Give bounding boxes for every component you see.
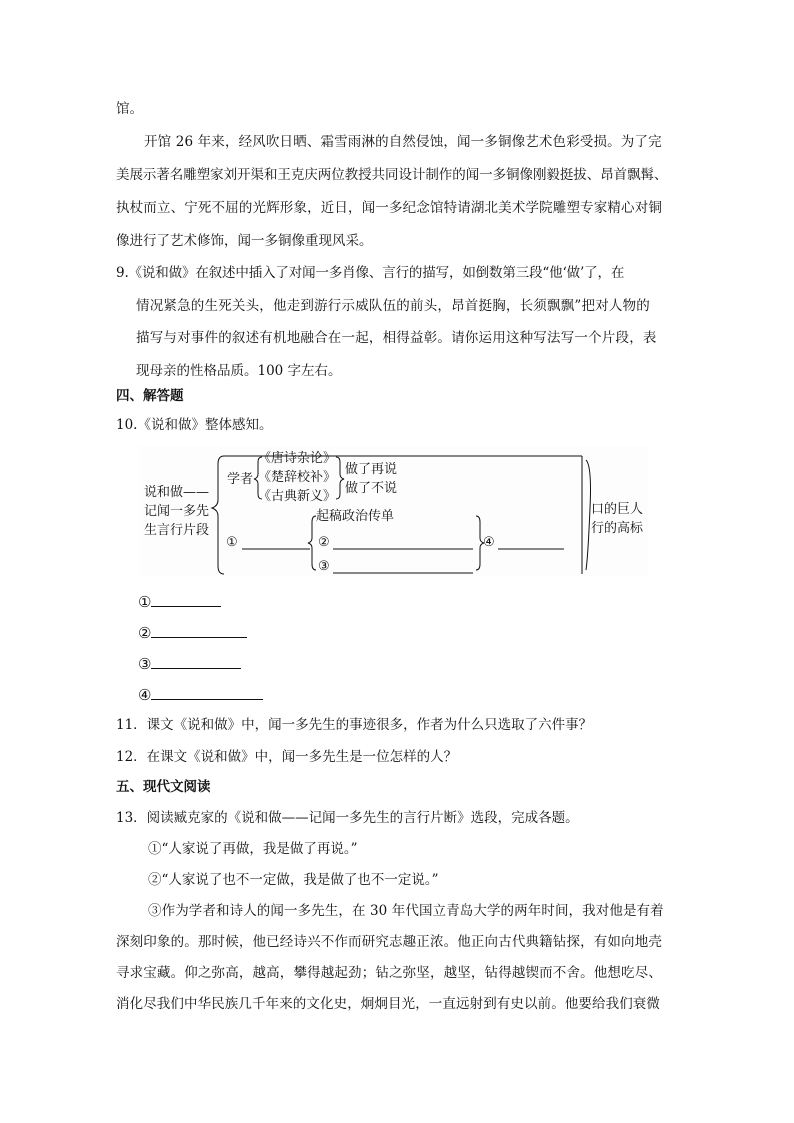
book-1: 《唐诗杂论》 bbox=[258, 451, 337, 466]
answer-2-marker: ② bbox=[138, 624, 152, 642]
passage-line-2: 开馆 26 年来，经风吹日晒、霜雪雨淋的自然侵蚀，闻一多铜像艺术色彩受损。为了完 bbox=[144, 134, 662, 150]
blank-3-marker: ③ bbox=[318, 559, 330, 574]
answer-4-blank[interactable] bbox=[151, 687, 263, 700]
q13-para3-line-4: 消化尽我们中华民族几千年来的文化史，炯炯目光，一直远射到有史以前。他要给我们衰微 bbox=[116, 996, 660, 1012]
answer-2-blank[interactable] bbox=[151, 625, 247, 638]
book-3: 《古典新义》 bbox=[258, 489, 337, 504]
q9-line-1: 9.《说和做》在叙述中插入了对闻一多肖像、言行的描写，如倒数第三段“他‘做’了，在 bbox=[116, 265, 625, 281]
answer-4-marker: ④ bbox=[138, 686, 152, 704]
book-2: 《楚辞校补》 bbox=[258, 470, 337, 485]
scholar-label: 学者 bbox=[227, 472, 254, 487]
blank-1-marker: ① bbox=[226, 535, 238, 550]
structure-diagram bbox=[140, 446, 648, 576]
answer-1 bbox=[138, 594, 221, 610]
passage-line-1: 馆。 bbox=[116, 101, 143, 117]
blank-4-marker: ④ bbox=[483, 535, 495, 550]
answer-3-marker: ③ bbox=[138, 655, 152, 673]
section-4-heading: 四、解答题 bbox=[116, 388, 184, 404]
blank-2-marker: ② bbox=[318, 535, 330, 550]
q9-line-2: 情况紧急的生死关头，他走到游行示威队伍的前头，昂首挺胸，长须飘飘”把对人物的 bbox=[136, 298, 651, 314]
right-line-1: 口的巨人 bbox=[591, 502, 644, 517]
scholar-result-1: 做了再说 bbox=[345, 462, 398, 477]
q9-line-4: 现母亲的性格品质。100 字左右。 bbox=[136, 363, 342, 379]
answer-3-blank[interactable] bbox=[151, 656, 241, 669]
right-line-2: 行的高标 bbox=[591, 521, 644, 536]
diagram-title-line-1: 说和做—— bbox=[144, 485, 210, 500]
passage-line-3: 美展示著名雕塑家刘开渠和王克庆两位教授共同设计制作的闻一多铜像刚毅挺拔、昂首飘髯、 bbox=[116, 167, 668, 183]
q12: 12．在课文《说和做》中，闻一多先生是一位怎样的人？ bbox=[116, 749, 458, 765]
scholar-result-2: 做了不说 bbox=[345, 481, 398, 496]
q13-quote-1: ①“人家说了再做，我是做了再说。” bbox=[148, 841, 358, 857]
passage-line-4: 执杖而立、宁死不屈的光辉形象，近日，闻一多纪念馆特请湖北美术学院雕塑专家精心对铜 bbox=[116, 200, 662, 216]
q13-para3-line-1: ③作为学者和诗人的闻一多先生，在 30 年代国立青岛大学的两年时间，我对他是有着 bbox=[148, 903, 664, 919]
q13-intro: 13．阅读臧克家的《说和做——记闻一多先生的言行片断》选段，完成各题。 bbox=[116, 810, 579, 826]
q13-quote-2: ②“人家说了也不一定做，我是做了也不一定说。” bbox=[148, 872, 439, 888]
q10-prompt: 10.《说和做》整体感知。 bbox=[116, 417, 273, 433]
answer-4 bbox=[138, 687, 263, 703]
q13-para3-line-2: 深刻印象的。那时候，他已经诗兴不作而研究志趣正浓。他正向古代典籍钻探，有如向地壳 bbox=[116, 934, 662, 950]
q13-para3-line-3: 寻求宝藏。仰之弥高，越高，攀得越起劲；钻之弥坚，越坚，钻得越锲而不舍。他想吃尽、 bbox=[116, 965, 662, 981]
answer-1-marker: ① bbox=[138, 593, 152, 611]
passage-line-5: 像进行了艺术修饰，闻一多铜像重现风采。 bbox=[116, 233, 373, 249]
answer-3 bbox=[138, 656, 241, 672]
q11: 11．课文《说和做》中，闻一多先生的事迹很多，作者为什么只选取了六件事？ bbox=[116, 717, 593, 733]
diagram-title-line-3: 生言行片段 bbox=[144, 523, 210, 538]
answer-1-blank[interactable] bbox=[151, 594, 221, 607]
section-5-heading: 五、现代文阅读 bbox=[116, 779, 211, 795]
diagram-title-line-2: 记闻一多先 bbox=[144, 504, 210, 519]
draft-leaflet-label: 起稿政治传单 bbox=[316, 509, 395, 524]
q9-line-3: 描写与对事件的叙述有机地融合在一起，相得益彰。请你运用这种写法写一个片段，表 bbox=[136, 330, 657, 346]
answer-2 bbox=[138, 625, 247, 641]
